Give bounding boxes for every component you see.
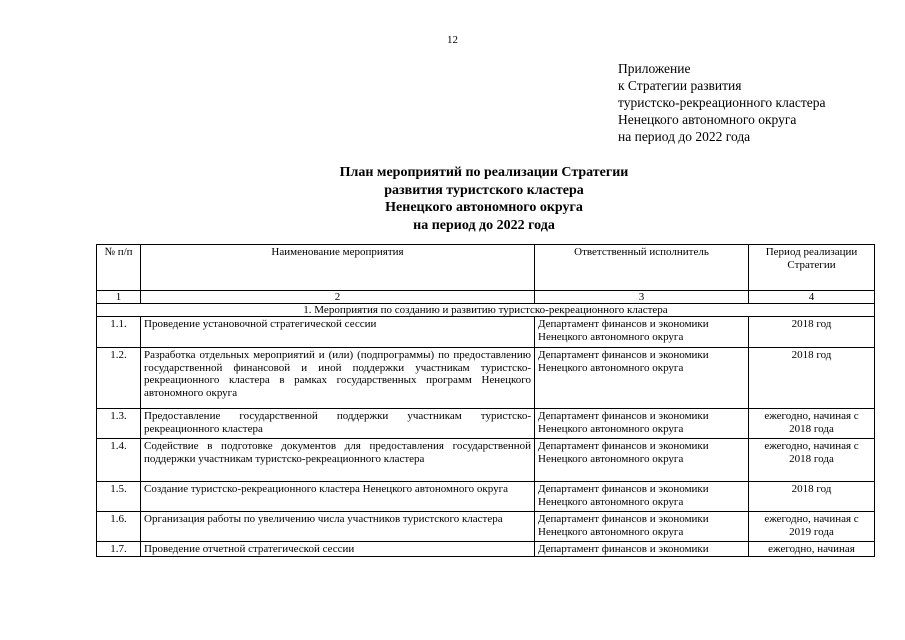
row-responsible: Департамент финансов и экономики Ненецкого автономного округа [535,512,749,542]
page-number: 12 [447,34,458,46]
row-period: ежегодно, начиная [749,542,875,557]
header-num: № п/п [97,245,141,291]
row-period: ежегодно, начиная с 2019 года [749,512,875,542]
table-row [97,482,875,512]
row-num: 1.3. [97,409,141,439]
row-period: 2018 год [749,317,875,348]
row-name: Создание туристско-рекреационного кластера Ненецкого автономного округа [141,482,535,512]
section-heading: 1. Мероприятия по созданию и развитию туристско-рекреационного кластера [97,304,875,317]
title-line: на период до 2022 года [413,217,555,233]
row-responsible: Департамент финансов и экономики Ненецкого автономного округа [535,439,749,482]
column-number: 3 [535,291,749,304]
row-name: Разработка отдельных мероприятий и (или) (подпрограммы) по предоставлению государственной финансовой и иной поддержки участникам туристско-рекреационного кластера в рамках государственных программ Ненецкого автономного округа [141,348,535,409]
row-period: 2018 год [749,348,875,409]
row-num: 1.1. [97,317,141,348]
column-number-row [97,291,875,304]
table-row [97,348,875,409]
table-row [97,439,875,482]
column-number: 4 [749,291,875,304]
table-header-row [97,245,875,291]
row-name: Организация работы по увеличению числа участников туристского кластера [141,512,535,542]
plan-table [96,244,875,557]
appendix-line: туристско-рекреационного кластера [618,95,826,110]
appendix-line: Ненецкого автономного округа [618,112,797,127]
row-num: 1.5. [97,482,141,512]
header-period: Период реализации Стратегии [749,245,875,291]
section-row [97,304,875,317]
table-row [97,542,875,557]
title-line: План мероприятий по реализации Стратегии [339,165,629,180]
row-num: 1.7. [97,542,141,557]
row-responsible: Департамент финансов и экономики Ненецкого автономного округа [535,317,749,348]
title-line: развития туристского кластера [384,182,584,198]
appendix-note [618,60,825,145]
table-row [97,512,875,542]
appendix-line: на период до 2022 года [618,129,751,144]
document-title [0,164,905,234]
row-responsible: Департамент финансов и экономики Ненецкого автономного округа [535,348,749,409]
table-row [97,409,875,439]
appendix-line: к Стратегии развития [618,78,742,93]
header-name: Наименование мероприятия [141,245,535,291]
row-responsible: Департамент финансов и экономики [535,542,749,557]
row-period: ежегодно, начиная с 2018 года [749,439,875,482]
row-responsible: Департамент финансов и экономики Ненецкого автономного округа [535,409,749,439]
column-number: 2 [141,291,535,304]
row-period: 2018 год [749,482,875,512]
row-responsible: Департамент финансов и экономики Ненецкого автономного округа [535,482,749,512]
appendix-line: Приложение [618,61,691,76]
row-name: Проведение установочной стратегической сессии [141,317,535,348]
row-name: Содействие в подготовке документов для предоставления государственной поддержки участникам туристско-рекреационного кластера [141,439,535,482]
column-number: 1 [97,291,141,304]
row-num: 1.6. [97,512,141,542]
table-row [97,317,875,348]
row-period: ежегодно, начиная с 2018 года [749,409,875,439]
row-name: Проведение отчетной стратегической сессии [141,542,535,557]
header-responsible: Ответственный исполнитель [535,245,749,291]
row-name: Предоставление государственной поддержки участникам туристско-рекреационного кластера [141,409,535,439]
title-line: Ненецкого автономного округа [385,200,583,215]
row-num: 1.2. [97,348,141,409]
row-num: 1.4. [97,439,141,482]
